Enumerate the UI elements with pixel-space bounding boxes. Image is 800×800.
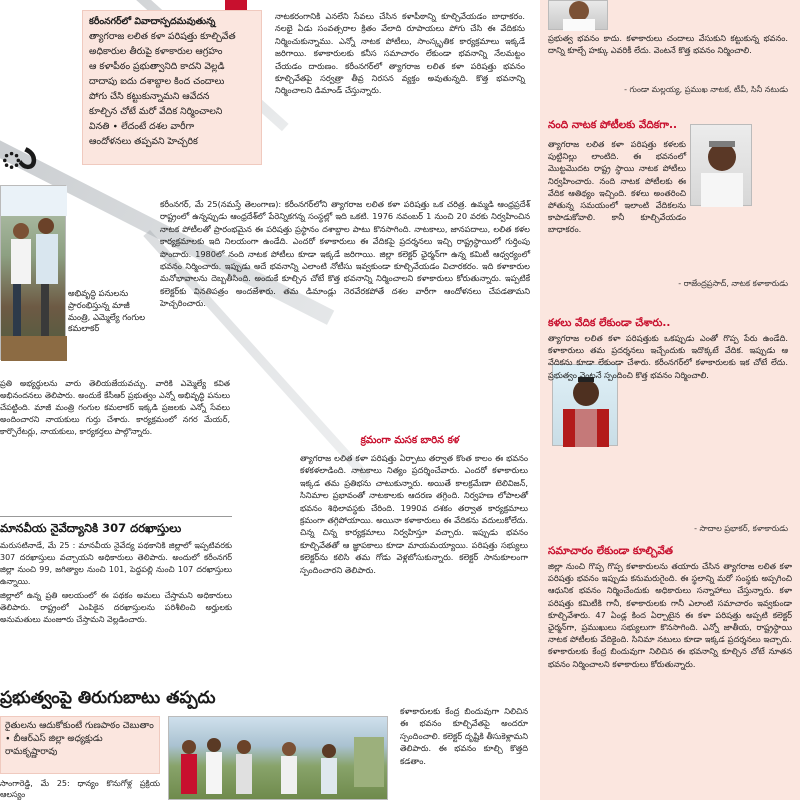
- rule: [0, 516, 232, 517]
- intro-points-box: [82, 10, 262, 165]
- signature-1: - గుండా మల్లయ్య, ప్రముఖ నాటక, టీవీ, సినీ నటుడు: [624, 85, 788, 94]
- mid-sub-cont: కళాకారులకు కేంద్ర బిందువుగా నిలిచిన ఈ భవనం కూల్చివేతపై అందరూ స్పందించాలి. కలెక్టర్ దృష్టికి తీసుకెళ్లామని తెలిపారు. ఈ భవనం కూల్చి కొత్తది కడతాం.: [400, 706, 528, 766]
- intro-line: దాదాపు ఐదు దశాబ్దాల కింద చందాలు: [89, 76, 225, 87]
- headline-2: ప్రభుత్వంపై తిరుగుబాటు తప్పదు: [0, 688, 216, 708]
- signature-2: - రాజేంద్రప్రసాద్, నాటక కళాకారుడు: [678, 279, 788, 288]
- mid-sub-body: త్యాగరాజ లలిత కళా పరిషత్తు ఏర్పాటు తర్వాత కొంత కాలం ఈ భవనం కళకళలాడింది. నాటకాలు నిత్యం ప్రదర్శించేవారు. ఎందరో కళాకారులు ఇక్కడ తమ ప్రతిభను చాటుకున్నారు. అయితే కాలక్రమేణా టెలివిజన్, సినిమాల ప్రభావంతో నాటకాలకు ఆదరణ తగ్గింది. నిర్వహణ లోపాలతో భవనం శిథిలావస్థకు చేరింది. 1990వ దశకం తర్వాత కార్యక్రమాలు క్రమంగా తగ్గిపోయాయి. అయినా కళాకారులు ఈ వేదికను వదులుకోలేదు. చిన్న చిన్న కార్యక్రమాలు నిర్వహిస్తూ వచ్చారు. ఇప్పుడు భవనం కూల్చివేతతో ఆ జ్ఞాపకాలు కూడా మాయమయ్యాయి. పరిషత్తు సభ్యులు కలెక్టర్‌ను కలిసి తమ గోడు వెళ్లబోసుకున్నారు. కలెక్టర్ సానుకూలంగా స్పందించారని తెలిపారు.: [300, 453, 528, 575]
- intro-line: కూల్చిన చోటే మరో వేదిక నిర్మించాలని: [89, 106, 223, 117]
- intro-line: ఆ కళాపీఠం ప్రభుత్వానిది కాదని వెల్లడి: [89, 61, 225, 72]
- people-figures: [1, 186, 67, 361]
- intro-line: అధికారుల తీరుపై కళాకారుల ఆగ్రహం: [89, 46, 223, 57]
- right-top-body: ప్రభుత్వ భవనం కాదు. కళాకారులు చందాలు వేసుకుని కట్టుకున్న భవనం. దాన్ని కూల్చే హక్కు ఎవరికీ లేదు. వెంటనే కొత్త భవనం నిర్మించాలి.: [548, 33, 788, 56]
- mid-main-body: కరీంనగర్, మే 25(నమస్తే తెలంగాణ): కరీంనగర్‌లోని త్యాగరాజ లలిత కళా పరిషత్తు ఒక చరిత్ర. ఉమ్మడి ఆంధ్రప్రదేశ్ రాష్ట్రంలో ఉన్నప్పుడు ఆంధ్రదేశ్‌లో పేరెన్నికగన్న సంస్థల్లో ఇది ఒకటి. 1976 నవంబర్ 1 నుంచి 20 వరకు నిర్వహించిన నాటక పోటీలతో ప్రారంభమైన ఈ పరిషత్తు ప్రస్థానం దశాబ్దాల పాటు కొనసాగింది. నాటకాలు, జానపదాలు, లలిత కళల కార్యక్రమాలకు ఇది నిలయంగా ఉండేది. ఎందరో కళాకారులు ఈ వేదికపై ప్రదర్శనలు ఇచ్చి రాష్ట్రస్థాయిలో గుర్తింపు పొందారు. 1980లో నంది నాటక పోటీలు కూడా ఇక్కడే జరిగాయి. జిల్లా కలెక్టర్ ఛైర్మన్‌గా ఉన్న కమిటీ ఆధ్వర్యంలో భవనం నిర్మించారు. ఇప్పుడు అదే భవనాన్ని ఎలాంటి నోటీసు ఇవ్వకుండా కూల్చివేయడం విచారకరం. ఇది కళాకారుల మనోభావాలను దెబ్బతీసింది. అందుకే కూల్చిన చోటే కొత్త భవనాన్ని నిర్మించాలని కళాకారులు కోరుతున్నారు. ఇప్పటికే కలెక్టర్‌కు వినతిపత్రం అందజేశారు. తమ డిమాండ్లు నెరవేరకపోతే దశల వారీగా ఆందోళనలు చేపడతామని హెచ్చరించారు.: [160, 199, 530, 309]
- subhead-text: రైతులను ఆదుకోకుంటే గుణపాఠం చెబుతాం ∙ బీఆర్ఎస్ జిల్లా అధ్యక్షుడు రామకృష్ణారావు: [5, 721, 154, 757]
- inauguration-photo: [0, 185, 66, 360]
- intro-line: త్యాగరాజ లలిత కళా పరిషత్తు కూల్చివేత: [89, 31, 236, 42]
- right-body-4: జిల్లా నుంచి గొప్ప గొప్ప కళాకారులను తయారు చేసిన త్యాగరాజ లలిత కళా పరిషత్తు భవనం ఇప్పుడు కనుమరుగైంది. ఈ స్థలాన్ని మరో సంస్థకు అప్పగించి ఆధునిక భవనం నిర్మించేందుకు అధికారులు సన్నాహాలు చేస్తున్నారు. కళా పరిషత్తు కమిటీకి గానీ, కళాకారులకు గానీ ఎలాంటి సమాచారం ఇవ్వకుండా కూల్చివేశారు. 47 ఏండ్ల కింద ఏర్పాటైన ఈ కళా పరిషత్తు అప్పటి కలెక్టర్ ఛైర్మన్‌గా, ప్రముఖులు సభ్యులుగా కొనసాగింది. ఎన్నో జాతీయ, రాష్ట్రస్థాయి నాటక పోటీలకు వేదికైంది. సినిమా నటులు కూడా ఇక్కడ ప్రదర్శనలు ఇచ్చారు. కళాకారులకు కేంద్ర బిందువుగా నిలిచిన ఈ భవనాన్ని కూల్చిన చోటే నూతన భవనం నిర్మించాలని కళాకారులు కోరుతున్నారు.: [548, 561, 792, 669]
- right-head-4: సమాచారం లేకుండా కూల్చివేత: [548, 545, 673, 557]
- intro-line: ఆందోళనలు తప్పవని హెచ్చరిక: [89, 136, 198, 147]
- field-photo: [168, 716, 388, 800]
- subhead-box: [0, 716, 160, 774]
- story1-cont: జిల్లాలో ఉన్న ప్రతి ఆలయంలో ఈ పథకం అమలు చేస్తామని అధికారులు తెలిపారు. రాష్ట్రంలో ఎంపికైన దరఖాస్తులను పరిశీలించి అర్హులకు అనుమతులు మంజూరు చేస్తామని వెల్లడించారు.: [0, 591, 232, 624]
- right-body-3: త్యాగరాజ లలిత కళా పరిషత్తుకు ఒకప్పుడు ఎంతో గొప్ప పేరు ఉండేది. కళాకారులు తమ ప్రదర్శనలు ఇచ్చేందుకు ఇదొక్కటే వేదిక. ఇప్పుడు ఆ వేదికను కూడా లేకుండా చేశారు. కరీంనగర్‌లో కళాకారులకు ఇక చోటే లేదు. ప్రభుత్వం వెంటనే స్పందించి కొత్త భవనం నిర్మించాలి.: [548, 333, 788, 380]
- person-photo-2: [690, 124, 752, 206]
- mid-top-body: నాటకరంగానికి ఎనలేని సేవలు చేసిన కళాపీఠాన్ని కూల్చివేయడం బాధాకరం. నలభై ఏడు సంవత్సరాల క్రితం వేలాది రూపాయలు పోగు చేసి ఈ వేదికను నిర్మించుకున్నాము. ఎన్నో నాటక పోటీలు, సాంస్కృతిక కార్యక్రమాలు ఇక్కడే జరిగాయి. కళాకారులకు కనీస సమాచారం లేకుండా భవనాన్ని నేలమట్టం చేయడం దారుణం. కరీంనగర్‌లో త్యాగరాజ లలిత కళా పరిషత్తు భవనం కూల్చివేతపై సర్వత్రా తీవ్ర నిరసన వ్యక్తం అవుతున్నది. కొత్త భవనాన్ని నిర్మించాలని డిమాండ్ చేస్తున్నారు.: [275, 11, 525, 96]
- intro-line: వినతి ∙ లేదంటే దశల వారీగా: [89, 121, 195, 132]
- mid-subhead: క్రమంగా మసక బారిన కళ: [360, 435, 460, 446]
- right-head-2: నంది నాటక పోటీలకు వేదికగా..: [548, 119, 677, 131]
- right-head-3: కళలు వేదిక లేకుండా చేశారు..: [548, 317, 671, 329]
- right-body-2: త్యాగరాజ లలిత కళా పరిషత్తు కళలకు పుట్టినిల్లు లాంటిది. ఈ భవనంలో మొట్టమొదట రాష్ట్ర స్థాయి నాటక పోటీలు నిర్వహించారు. నంది నాటక పోటీలకు ఈ వేదిక ఆతిథ్యం ఇచ్చింది. కళలు అంతరించి పోతున్న సమయంలో ఇలాంటి వేదికలను కాపాడుకోవాలి. కానీ కూల్చివేయడం బాధాకరం.: [548, 139, 686, 235]
- photo-caption: అభివృద్ధి పనులను ప్రారంభిస్తున్న మాజీ మంత్రి, ఎమ్మెల్యే గంగుల కమలాకర్: [68, 288, 146, 334]
- left-story-snippet: ప్రతి అభ్యర్థులను వారు తెలియజేయవచ్చు. వారికి ఎమ్మెల్యే కవిత అభినందనలు తెలిపారు. అందుకే కేసీఆర్ ప్రభుత్వం ఎన్నో అభివృద్ధి పనులు చేపట్టింది. మాజీ మంత్రి గంగుల కమలాకర్ ఇక్కడి ప్రజలకు ఎన్నో సేవలు అందించారని నాయకులు గుర్తు చేశారు. కార్యక్రమంలో నగర మేయర్, కార్పొరేటర్లు, నాయకులు, కార్యకర్తలు పాల్గొన్నారు.: [0, 379, 230, 436]
- field-people: [169, 717, 389, 800]
- big-letter: ు: [0, 132, 37, 178]
- person-photo-1: [548, 0, 608, 30]
- body-2: సాంగారెడ్డి, మే 25: ధాన్యం కొనుగోళ్ల ప్రక్రియ ఆలస్యం: [0, 779, 160, 799]
- intro-line: కరీంనగర్‌లో వివాదాస్పదమవుతున్న: [89, 16, 216, 27]
- story1-body: మరుసటినాడే, మే 25 : మానవీయ నైవేద్య పథకానికి జిల్లాలో ఇప్పటివరకు 307 దరఖాస్తులు వచ్చాయని అధికారులు తెలిపారు. అందులో కరీంనగర్ జిల్లా నుంచి 99, జగిత్యాల నుంచి 101, పెద్దపల్లి నుంచి 107 దరఖాస్తులు ఉన్నాయి.: [0, 541, 232, 586]
- signature-3: - సాదాల ప్రభాకర్, కళాకారుడు: [694, 524, 788, 533]
- story1-headline: మానవీయ నైవేద్యానికి 307 దరఖాస్తులు: [0, 521, 182, 535]
- intro-line: పోగు చేసి కట్టుకున్నామని ఆవేదన: [89, 91, 210, 102]
